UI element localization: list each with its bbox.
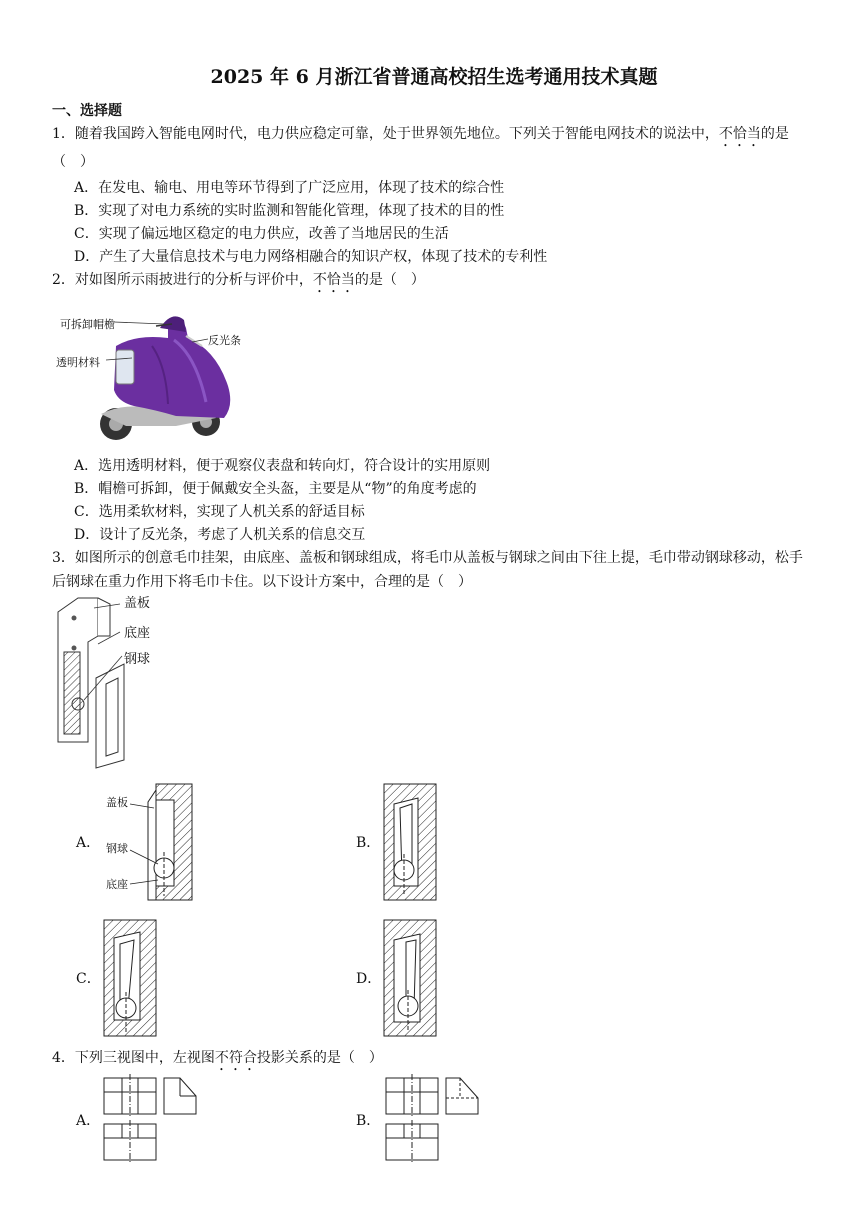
q4-b-three-view-drawing xyxy=(382,1074,486,1164)
fig2-label-reflective: 反光条 xyxy=(208,334,241,347)
q1-option-c: C．实现了偏远地区稳定的电力供应，改善了当地居民的生活 xyxy=(74,226,449,242)
q3-c-section-drawing xyxy=(100,916,160,1038)
fig2-label-brim: 可拆卸帽檐 xyxy=(60,318,115,331)
q2-option-b: B．帽檐可拆卸，便于佩戴安全头盔，主要是从“物”的角度考虑的 xyxy=(74,481,477,497)
q2-option-a: A．选用透明材料，便于观察仪表盘和转向灯，符合设计的实用原则 xyxy=(74,458,491,474)
q4-stem-end: 投影关系的是（ ） xyxy=(256,1050,383,1066)
q3a-label-base: 底座 xyxy=(106,878,128,891)
q3-d-section-drawing xyxy=(380,916,440,1038)
q4-option-a-views xyxy=(100,1074,204,1164)
page-title: 2025 年 6 月浙江省普通高校招生选考通用技术真题 xyxy=(210,66,658,88)
q3a-label-cover: 盖板 xyxy=(106,796,128,809)
q3-option-c-letter: C． xyxy=(76,971,101,987)
q3-option-b-diagram xyxy=(380,780,440,902)
q1-stem-end: 的是（ ） xyxy=(52,126,789,170)
towel-hanger-illustration xyxy=(50,592,180,774)
question-2-stem xyxy=(52,268,816,296)
q4-emphasis: 不符合 xyxy=(214,1050,257,1066)
question-4-stem xyxy=(52,1046,816,1074)
q1-stem-text: 1．随着我国跨入智能电网时代，电力供应稳定可靠，处于世界领先地位。下列关于智能电网技术的说法中， xyxy=(52,126,719,142)
q1-emphasis: 不恰当 xyxy=(718,126,761,142)
towel-hanger-figure xyxy=(50,592,180,774)
q3-option-c-diagram xyxy=(100,916,160,1038)
q3-option-d-letter: D． xyxy=(356,971,382,987)
q2-stem-text: 2．对如图所示雨披进行的分析与评价中， xyxy=(52,272,313,288)
q4-option-b-letter: B． xyxy=(356,1113,381,1129)
q2-option-c: C．选用柔软材料，实现了人机关系的舒适目标 xyxy=(74,504,365,520)
fig3-label-ball: 钢球 xyxy=(124,652,151,667)
q2-emphasis: 不恰当 xyxy=(312,272,355,288)
q3-option-a-diagram xyxy=(104,780,200,902)
q4-option-b-views xyxy=(382,1074,486,1164)
question-3-stem: 3．如图所示的创意毛巾挂架，由底座、盖板和钢球组成，将毛巾从盖板与钢球之间由下往上提，毛巾带动钢球移动，松手后钢球在重力作用下将毛巾卡住。以下设计方案中，合理的是（ ） xyxy=(52,550,803,590)
q1-option-b: B．实现了对电力系统的实时监测和智能化管理，体现了技术的目的性 xyxy=(74,203,505,219)
q3-option-d-diagram xyxy=(380,916,440,1038)
q2-stem-end: 的是（ ） xyxy=(354,272,425,288)
q3-b-section-drawing xyxy=(380,780,440,902)
q1-option-d: D．产生了大量信息技术与电力网络相融合的知识产权，体现了技术的专利性 xyxy=(74,249,548,265)
q3-option-b-letter: B． xyxy=(356,835,381,851)
q3-option-a-letter: A． xyxy=(76,835,101,851)
q3a-label-ball: 钢球 xyxy=(106,842,128,855)
q4-stem-text: 4．下列三视图中，左视图 xyxy=(52,1050,215,1066)
fig3-label-cover: 盖板 xyxy=(124,596,151,611)
raincoat-figure xyxy=(56,306,256,446)
fig3-label-base: 底座 xyxy=(124,626,151,641)
question-1-stem xyxy=(52,122,816,174)
q1-option-a: A．在发电、输电、用电等环节得到了广泛应用，体现了技术的综合性 xyxy=(74,180,505,196)
q4-a-three-view-drawing xyxy=(100,1074,204,1164)
q2-option-d: D．设计了反光条，考虑了人机关系的信息交互 xyxy=(74,527,366,543)
section-heading: 一、选择题 xyxy=(52,103,122,119)
fig2-label-transparent: 透明材料 xyxy=(56,356,100,369)
q4-option-a-letter: A． xyxy=(76,1113,101,1129)
